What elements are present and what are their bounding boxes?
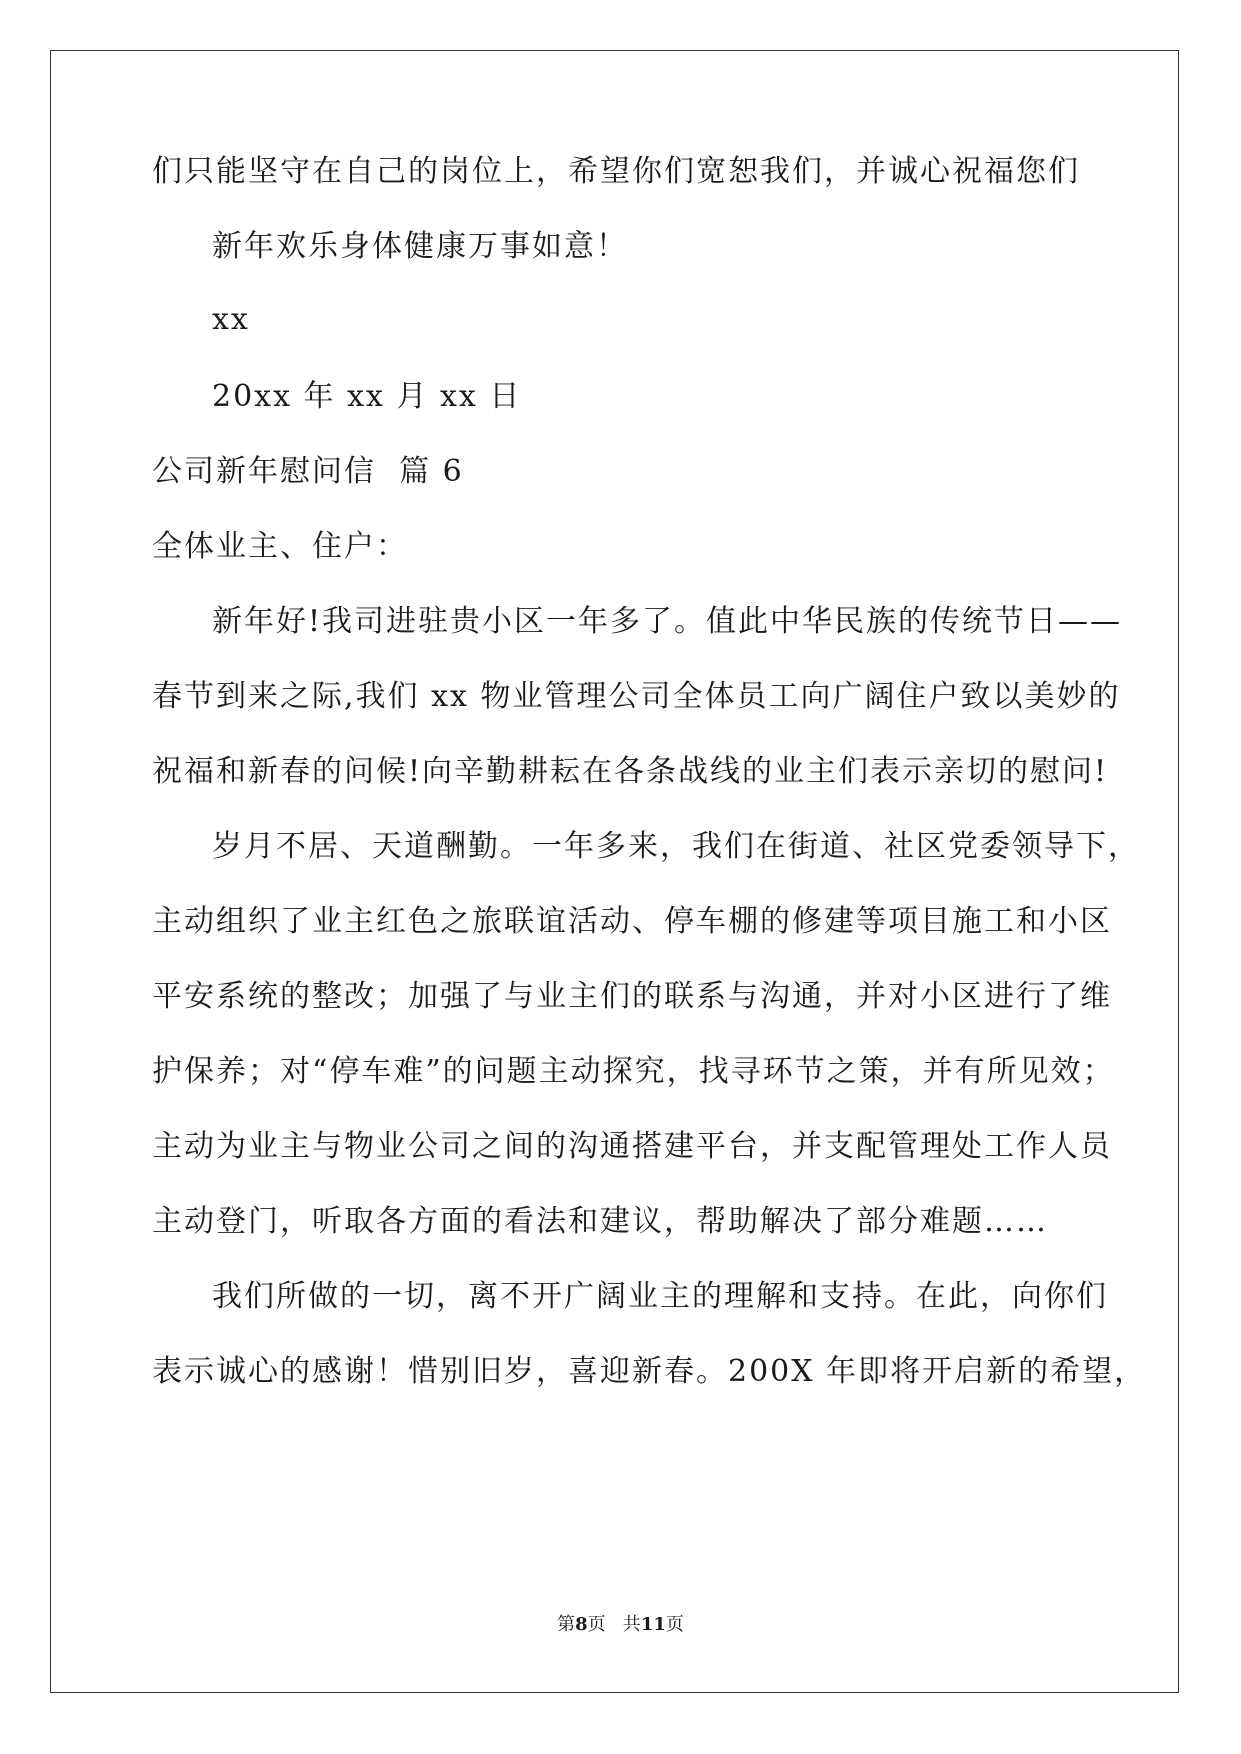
page-border [50, 50, 1179, 1693]
text-line: 主动登门，听取各方面的看法和建议，帮助解决了部分难题…… [152, 1204, 1048, 1239]
text-line: 护保养；对“停车难”的问题主动探究，找寻环节之策，并有所见效； [152, 1054, 1115, 1089]
page-mid: 页 共 [587, 1614, 641, 1635]
text-line: 主动组织了业主红色之旅联谊活动、停车棚的修建等项目施工和小区 [152, 904, 1112, 939]
page-prefix: 第 [557, 1614, 576, 1635]
text-line: 岁月不居、天道酬勤。一年多来，我们在街道、社区党委领导下， [212, 829, 1140, 864]
text-line: 主动为业主与物业公司之间的沟通搭建平台，并支配管理处工作人员 [152, 1129, 1112, 1164]
text-line: 新年欢乐身体健康万事如意！ [212, 229, 628, 264]
page-suffix: 页 [665, 1614, 684, 1635]
signature-date: 20xx 年 xx 月 xx 日 [212, 379, 522, 414]
signature-name: xx [212, 302, 250, 337]
text-line: 平安系统的整改；加强了与业主们的联系与沟通，并对小区进行了维 [152, 979, 1112, 1014]
section-heading: 公司新年慰问信 篇 6 [152, 454, 464, 489]
page-footer [0, 1613, 1241, 1637]
text-line: 们只能坚守在自己的岗位上，希望你们宽恕我们，并诚心祝福您们 [152, 154, 1080, 189]
text-line: 春节到来之际,我们 xx 物业管理公司全体员工向广阔住户致以美妙的 [152, 679, 1121, 714]
page-total: 11 [640, 1614, 666, 1635]
salutation: 全体业主、住户： [152, 529, 408, 564]
text-line: 表示诚心的感谢！惜别旧岁，喜迎新春。200X 年即将开启新的希望， [152, 1354, 1147, 1389]
text-line: 祝福和新春的问候!向辛勤耕耘在各条战线的业主们表示亲切的慰问! [152, 754, 1109, 789]
text-line: 我们所做的一切，离不开广阔业主的理解和支持。在此，向你们 [212, 1279, 1108, 1314]
page-current: 8 [575, 1614, 588, 1635]
text-line: 新年好!我司进驻贵小区一年多了。值此中华民族的传统节日—— [212, 604, 1123, 639]
